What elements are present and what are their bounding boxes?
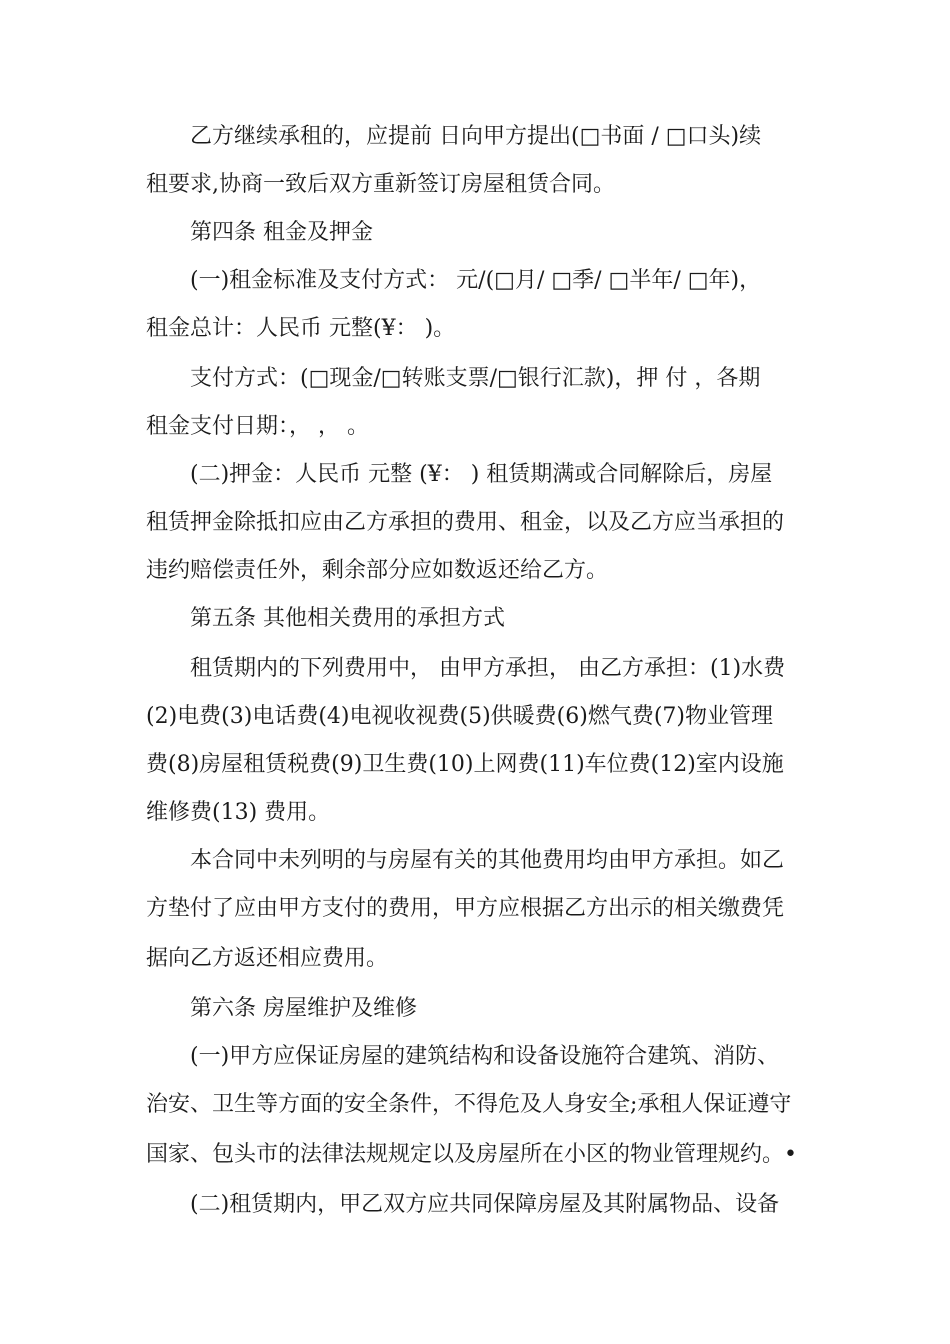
- maintenance-line-3: 国家、包头市的法律法规规定以及房屋所在小区的物业管理规约。•: [146, 1142, 797, 1167]
- other-fees-line-1: 本合同中未列明的与房屋有关的其他费用均由甲方承担。如乙: [190, 848, 785, 873]
- paragraph-renewal-line-2: 租要求,协商一致后双方重新签订房屋租赁合同。: [146, 172, 615, 197]
- other-fees-line-2: 方垫付了应由甲方支付的费用，甲方应根据乙方出示的相关缴费凭: [146, 896, 785, 921]
- fees-line-2: (2)电费(3)电话费(4)电视收视费(5)供暖费(6)燃气费(7)物业管理: [146, 704, 773, 729]
- article-5-heading: 第五条 其他相关费用的承担方式: [190, 606, 505, 631]
- maintenance-line-4: (二)租赁期内，甲乙双方应共同保障房屋及其附属物品、设备: [190, 1192, 780, 1217]
- fees-line-3: 费(8)房屋租赁税费(9)卫生费(10)上网费(11)车位费(12)室内设施: [146, 752, 784, 777]
- maintenance-line-2: 治安、卫生等方面的安全条件，不得危及人身安全;承租人保证遵守: [146, 1092, 792, 1117]
- payment-method-line-1: 支付方式：(□现金/□转账支票/□银行汇款)，押 付 ，各期: [190, 366, 761, 391]
- payment-method-line-2: 租金支付日期：， ， 。: [146, 414, 369, 439]
- deposit-line-2: 租赁押金除抵扣应由乙方承担的费用、租金，以及乙方应当承担的: [146, 510, 785, 535]
- rent-standard-line-1: (一)租金标准及支付方式： 元/(□月/ □季/ □半年/ □年)，: [190, 268, 762, 293]
- rent-standard-line-2: 租金总计：人民币 元整(¥： )。: [146, 316, 456, 341]
- article-4-heading: 第四条 租金及押金: [190, 220, 373, 245]
- deposit-line-1: (二)押金：人民币 元整 (¥： ) 租赁期满或合同解除后，房屋: [190, 462, 773, 487]
- fees-line-1: 租赁期内的下列费用中， 由甲方承担， 由乙方承担：(1)水费: [190, 656, 786, 681]
- other-fees-line-3: 据向乙方返还相应费用。: [146, 946, 389, 971]
- maintenance-line-1: (一)甲方应保证房屋的建筑结构和设备设施符合建筑、消防、: [190, 1044, 780, 1069]
- paragraph-renewal-line-1: 乙方继续承租的，应提前 日向甲方提出(□书面 / □口头)续: [190, 124, 762, 149]
- deposit-line-3: 违约赔偿责任外，剩余部分应如数返还给乙方。: [146, 558, 609, 583]
- article-6-heading: 第六条 房屋维护及维修: [190, 996, 417, 1021]
- fees-line-4: 维修费(13) 费用。: [146, 800, 331, 825]
